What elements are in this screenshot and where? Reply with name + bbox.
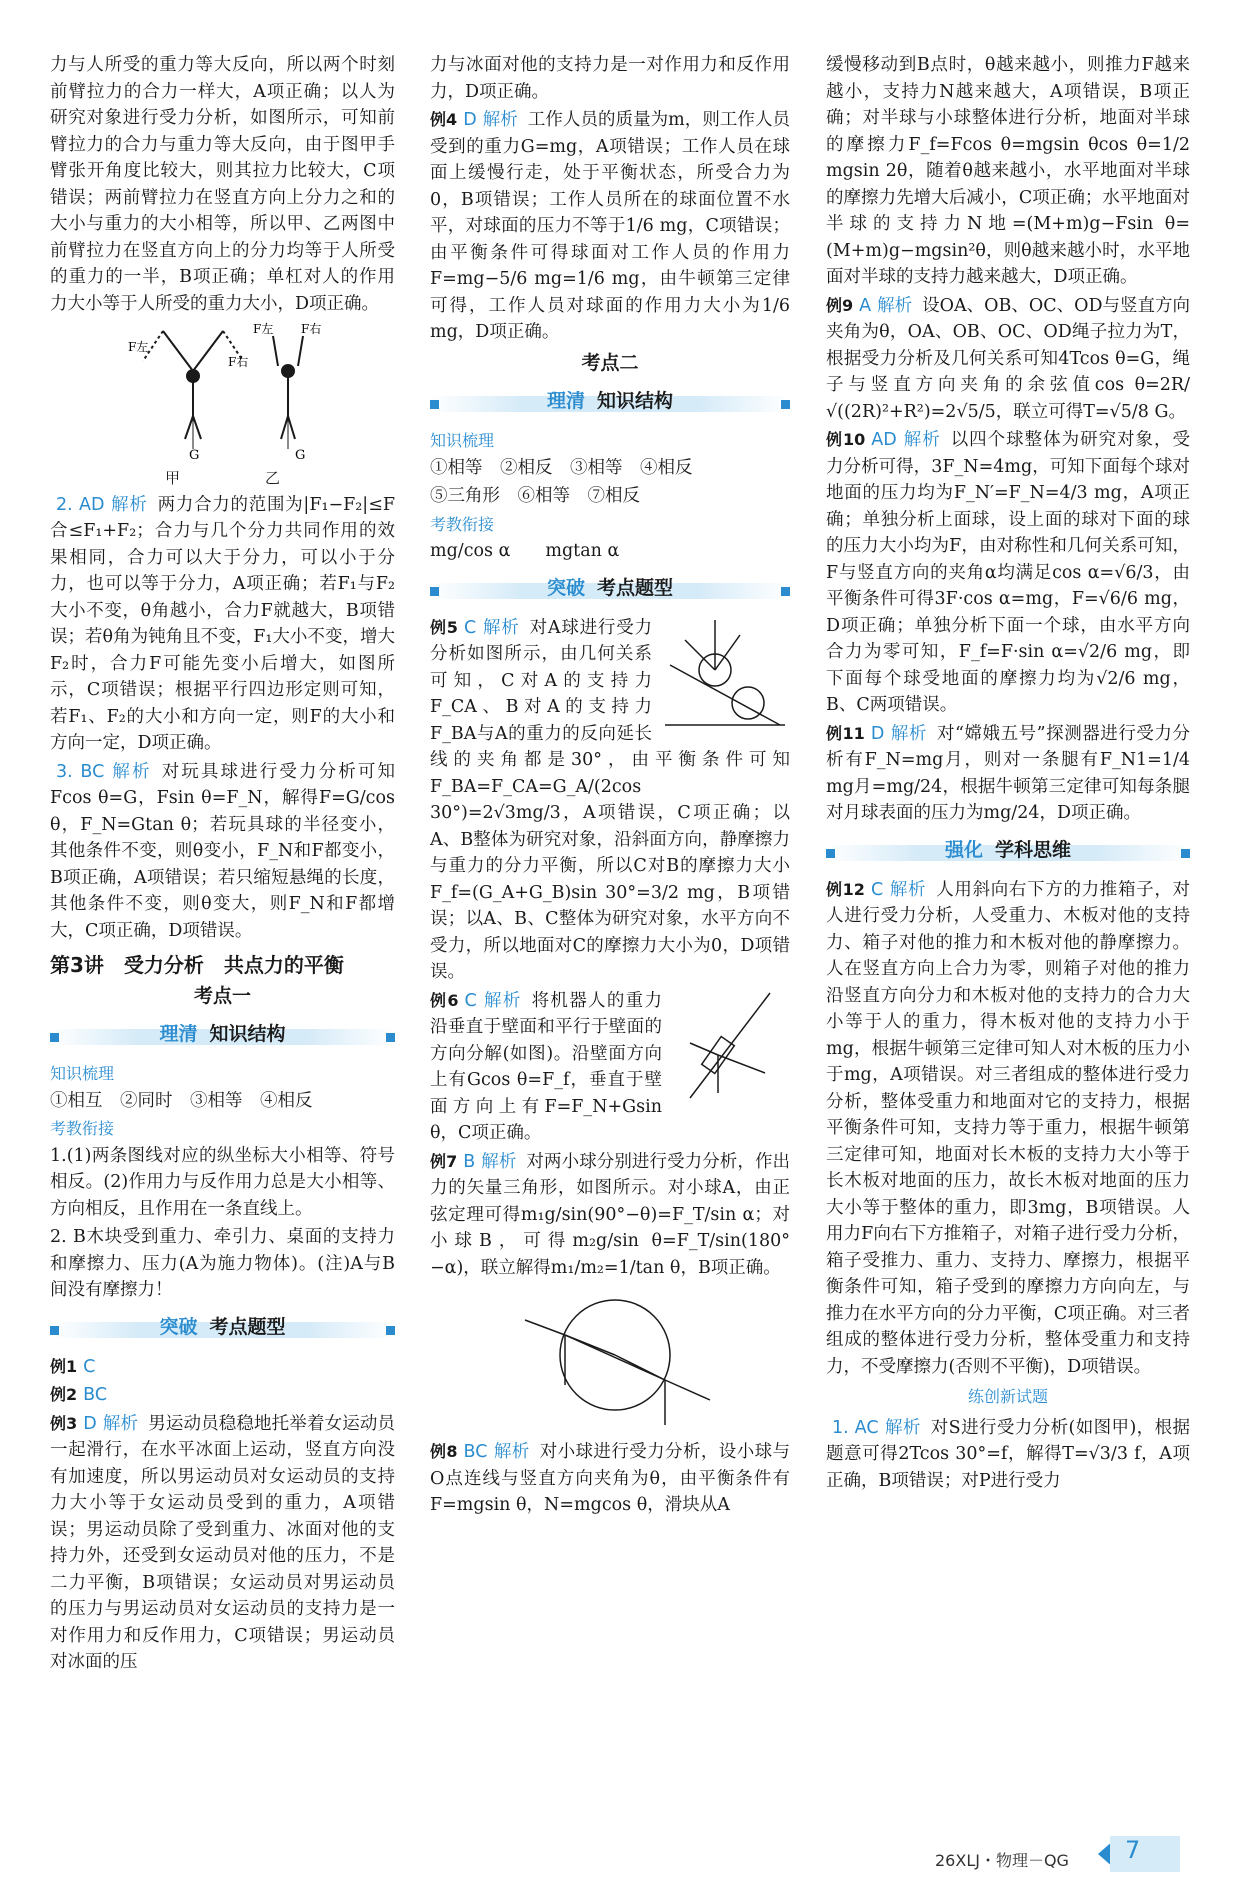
- example-4: [430, 107, 790, 346]
- section-title: 学科思维: [995, 838, 1072, 861]
- example-label: 例5: [430, 617, 458, 637]
- analysis-label: 解析: [493, 1442, 530, 1462]
- section-key: 理清: [159, 1023, 198, 1045]
- fig-label-G2: G: [294, 448, 305, 461]
- example-label: 例1: [50, 1356, 78, 1376]
- example-text: 工作人员的质量为m，则工作人员受到的重力G=mg，A项错误；工作人员在球面上缓慢行走，处于平衡状态，所受合力为0，B项错误；工作人员所在的球面位置不水平，对球面的压力不等于1/6 mg，C项错误；由平衡条件可得球面对工作人员的作用力F=mg−5/6 mg=1/6 mg，由牛顿第三定律可得，工作人员对球面的作用力大小为1/6 mg，D项正确。: [430, 110, 791, 342]
- example-text: 设OA、OB、OC、OD与竖直方向夹角为θ，OA、OB、OC、OD绳子拉力为T，根据受力分析及几何关系可知4Tcos θ=G，绳子与竖直方向夹角的余弦值cos θ=2R/√((2R)²+R²)=2√5/5，联立可得T=√5/8 G。: [826, 295, 1190, 422]
- question-number: 3. BC: [56, 761, 105, 782]
- page-tab: [1110, 1836, 1180, 1872]
- analysis-label: 解析: [884, 1417, 921, 1438]
- example-10: [826, 427, 1190, 719]
- analysis-label: 解析: [890, 723, 927, 744]
- section-header: [50, 1312, 395, 1346]
- section-header: [430, 386, 790, 420]
- analysis-label: 解析: [110, 761, 152, 782]
- question-text: 两力合力的范围为|F₁−F₂|≤F合≤F₁+F₂；合力与几个分力共同作用的效果相同，合力可以大于分力，可以小于分力，也可以等于分力，A项正确；若F₁与F₂大小不变，θ角越小，合力F就越大，B项错误；若θ角为钝角且不变，F₁大小不变，增大F₂时，合力F可能先变小后增大，如图所示，C项错误；根据平行四边形定则可知，若F₁、F₂的大小和方向一定，则F的大小和方向一定，D项正确。: [50, 494, 396, 753]
- column-1: [50, 52, 395, 1678]
- subheading: 知识梳理: [430, 431, 495, 450]
- example-answer: BC: [463, 1442, 488, 1462]
- analysis-label: 解析: [482, 110, 518, 130]
- example-text: 对小球进行受力分析，设小球与O点连线与竖直方向夹角为θ，由平衡条件有F=mgsin θ，N=mgcos θ，滑块从A: [430, 1442, 791, 1515]
- example-text: 人用斜向右下方的力推箱子，对人进行受力分析，人受重力、木板对他的支持力、箱子对他的推力和木板对他的静摩擦力。人在竖直方向上合力为零，则箱子对他的推力沿竖直方向分力和木板对他的支持力的合力大小等于人的重力，得木板对他的支持力小于mg，根据牛顿第三定律可知人对木板的压力小于mg，A项错误。对三者组成的整体进行受力分析，整体受重力和地面对它的支持力，根据平衡条件可知，支持力等于重力，根据牛顿第三定律可知，地面对长木板的支持力大小等于长木板对地面的压力，故长木板对地面的压力大小等于整体的重力，即3mg，B项错误。人用力F向右下方推箱子，对箱子进行受力分析，箱子受推力、重力、支持力、摩擦力，根据平衡条件可知，箱子受到的摩擦力方向向左，与推力在水平方向的分力平衡，C项正确。对三者组成的整体进行受力分析，整体受重力和支持力，不受摩擦力(否则不平衡)，D项错误。: [826, 879, 1190, 1377]
- section-header: [430, 573, 790, 607]
- analysis-label: 解析: [889, 879, 927, 900]
- question-text: 对S进行受力分析(如图甲)，根据题意可得2Tcos 30°=f，解得T=√3/3 f，A项正确，B项错误；对P进行受力: [826, 1417, 1190, 1491]
- analysis-label: 解析: [482, 990, 522, 1011]
- example-11: [826, 721, 1190, 827]
- section-header: [826, 835, 1190, 869]
- page-number: 7: [1125, 1836, 1141, 1864]
- question-1: [826, 1415, 1190, 1495]
- section-key: 理清: [546, 390, 585, 412]
- question-3: [50, 759, 395, 945]
- analysis-label: 解析: [481, 1151, 517, 1172]
- example-label: 例2: [50, 1385, 78, 1404]
- figure-spheres-incline: [660, 615, 790, 735]
- paragraph: 1.(1)两条图线对应的纵坐标大小相等、符号相反。(2)作用力与反作用力总是大小相等、方向相反，且作用在一条直线上。: [50, 1145, 395, 1219]
- subheading: 考教衔接: [430, 514, 495, 534]
- example-7: [430, 1149, 790, 1282]
- fig-label-Fy: F右: [227, 355, 248, 369]
- fig-label-Fz: F左: [127, 340, 148, 354]
- example-text: 对A球进行受力分析如图所示，由几何关系可知，C对A的支持力F_CA、B对A的支持力F_BA与A的重力的反向延长线的夹角都是30°，由平衡条件可知F_BA=F_CA=G_A/(2cos 30°)=2√3mg/3，A项错误，C项正确；以A、B整体为研究对象，沿斜面方向，静摩擦力与重力的分力平衡，所以C对B的摩擦力大小F_f=(G_A+G_B)sin 30°=3/2 mg，B项错误；以A、B、C整体为研究对象，水平方向不受力，所以地面对C的摩擦力大小为0，D项错误。: [430, 617, 790, 982]
- fig-label-Fz2: F左: [252, 322, 273, 336]
- figure-robot-wall: [670, 988, 790, 1108]
- example-answer: C: [870, 879, 884, 900]
- example-2: [50, 1382, 395, 1409]
- answer-list: ⑤三角形 ⑥相等 ⑦相反: [430, 486, 640, 506]
- example-label: 例3: [50, 1413, 78, 1433]
- example-answer: D: [463, 110, 477, 130]
- example-12: [826, 877, 1190, 1381]
- analysis-label: 解析: [110, 494, 148, 515]
- analysis-label: 解析: [102, 1413, 139, 1434]
- section-key: 突破: [546, 576, 585, 599]
- question-number: 1. AC: [832, 1417, 879, 1438]
- column-2: [430, 52, 790, 1521]
- caption-yi: 乙: [264, 469, 280, 487]
- fig-label-Fy2: F右: [300, 322, 321, 336]
- example-answer: C: [463, 617, 477, 638]
- example-text: 将机器人的重力沿垂直于壁面和平行于壁面的方向分解(如图)。沿壁面方向上有Gcos θ=F_f，垂直于壁面方向上有F=F_N+Gsin θ，C项正确。: [430, 990, 662, 1143]
- example-label: 例8: [430, 1442, 458, 1461]
- example-text: 男运动员稳稳地托举着女运动员一起滑行，在水平冰面上运动，竖直方向没有加速度，所以男运动员对女运动员的支持力大小等于女运动员受到的重力，A项错误；男运动员除了受到重力、冰面对他的支持力外，还受到女运动员对他的压力，不是二力平衡，B项错误；女运动员对男运动员的压力与男运动员对女运动员的支持力是一对作用力和反作用力，C项错误；男运动员对冰面的压: [50, 1413, 396, 1672]
- example-1: [50, 1354, 395, 1381]
- figure-arm-forces: [123, 321, 323, 461]
- example-label: 例11: [826, 723, 865, 743]
- paragraph: 力与冰面对他的支持力是一对作用力和反作用力，D项正确。: [430, 55, 790, 102]
- fig-label-G1: G: [188, 448, 199, 461]
- example-label: 例6: [430, 990, 459, 1010]
- section-header: [50, 1019, 395, 1053]
- lesson-title: 第3讲 受力分析 共点力的平衡: [50, 953, 344, 977]
- formula: mg/cos α mgtan α: [430, 541, 620, 561]
- example-label: 例4: [430, 110, 458, 129]
- example-text: 以四个球整体为研究对象，受力分析可得，3F_N=4mg，可知下面每个球对地面的压力均为F_N′=F_N=4/3 mg，A项正确；单独分析上面球，设上面的球对下面的球的压力大小均为F，由对称性和几何关系可知，F与竖直方向的夹角α均满足cos α=√6/3，由平衡条件可得3F·cos α=mg，F=√6/6 mg，D项正确；单独分析下面一个球，由水平方向合力为零可知，F_f=F·sin α=√2/6 mg，即下面每个球受地面的摩擦力均为√2/6 mg，B、C两项错误。: [826, 430, 1191, 715]
- kaodian-1: 考点一: [193, 984, 251, 1007]
- example-answer: BC: [83, 1385, 108, 1405]
- example-answer: D: [870, 723, 885, 744]
- caption-jia: 甲: [164, 469, 180, 487]
- column-3: [826, 52, 1190, 1496]
- section-title: 考点题型: [209, 1315, 286, 1338]
- paragraph: 缓慢移动到B点时，θ越来越小，则推力F越来越小，支持力N越来越大，A项错误，B项正确；对半球与小球整体进行分析，地面对半球的摩擦力F_f=Fcos θ=mgsin θcos θ=1/2 mgsin 2θ，随着θ越来越小，水平地面对半球的摩擦力先增大后减小，C项正确；水平地面对半球的支持力N地=(M+m)g−Fsin θ=(M+m)g−mgsin²θ，则θ越来越小时，水平地面对半球的支持力越来越大，D项正确。: [826, 55, 1190, 287]
- example-label: 例7: [430, 1151, 458, 1171]
- example-answer: AD: [871, 430, 897, 450]
- answer-list: ①相等 ②相反 ③相等 ④相反: [430, 457, 693, 478]
- section-key: 突破: [159, 1315, 198, 1338]
- subheading: 知识梳理: [50, 1064, 115, 1083]
- analysis-label: 解析: [877, 295, 913, 316]
- footer-code: 26XLJ・物理－QG: [935, 1851, 1069, 1870]
- example-text: 对两小球分别进行受力分析，作出力的矢量三角形，如图所示。对小球A，由正弦定理可得m₁g/sin(90°−θ)=F_T/sin α；对小球B，可得m₂g/sin θ=F_T/sin(180°−α)，联立解得m₁/m₂=1/tan θ，B项正确。: [430, 1151, 791, 1278]
- example-3: [50, 1411, 395, 1676]
- example-9: [826, 293, 1190, 426]
- section-key: 强化: [944, 838, 983, 861]
- example-label: 例9: [826, 295, 854, 315]
- example-text: 对“嫦娥五号”探测器进行受力分析有F_N=mg月，则对一条腿有F_N1=1/4 mg月=mg/24，根据牛顿第三定律可知每条腿对月球表面的压力为mg/24，D项正确。: [826, 723, 1190, 823]
- example-answer: C: [464, 990, 477, 1011]
- example-answer: A: [859, 295, 872, 316]
- example-answer: C: [83, 1356, 96, 1377]
- example-label: 例10: [826, 430, 866, 449]
- question-number: 2. AD: [56, 494, 105, 515]
- example-answer: D: [83, 1413, 97, 1434]
- example-answer: B: [463, 1151, 476, 1172]
- section-title: 知识结构: [597, 390, 674, 412]
- subheading-practice: 练创新试题: [967, 1387, 1048, 1406]
- section-title: 考点题型: [597, 576, 674, 599]
- subheading: 考教衔接: [50, 1119, 115, 1138]
- analysis-label: 解析: [482, 617, 520, 638]
- paragraph: 力与人所受的重力等大反向，所以两个时刻前臂拉力的合力一样大，A项正确；以人为研究对象进行受力分析，如图所示，可知前臂拉力的合力与重力等大反向，由于图甲手臂张开角度比较大，则其拉力比较大，C项错误；两前臂拉力在竖直方向上分力之和的大小与重力的大小相等，所以甲、乙两图中前臂拉力在竖直方向上的分力均等于人所受的重力的一半，B项正确；单杠对人的作用力大小等于人所受的重力大小，D项正确。: [50, 55, 395, 314]
- example-label: 例12: [826, 879, 865, 899]
- kaodian-2: 考点二: [581, 351, 639, 374]
- figure-circle-forces: [495, 1285, 725, 1435]
- section-title: 知识结构: [209, 1023, 286, 1045]
- question-text: 对玩具球进行受力分析可知Fcos θ=G，Fsin θ=F_N，解得F=G/cos θ，F_N=Gtan θ；若玩具球的半径变小，其他条件不变，则θ变小，F_N和F都变小，B项正确，A项错误；若只缩短悬绳的长度，其他条件不变，则θ变大，则F_N和F都增大，C项正确，D项错误。: [50, 761, 396, 941]
- paragraph: 2. B木块受到重力、牵引力、桌面的支持力和摩擦力、压力(A为施力物体)。(注)A与B间没有摩擦力！: [50, 1227, 395, 1300]
- analysis-label: 解析: [902, 430, 941, 450]
- figure-captions: [123, 465, 323, 492]
- example-8: [430, 1439, 790, 1519]
- question-2: [50, 492, 395, 757]
- answer-list: ①相互 ②同时 ③相等 ④相反: [50, 1090, 313, 1111]
